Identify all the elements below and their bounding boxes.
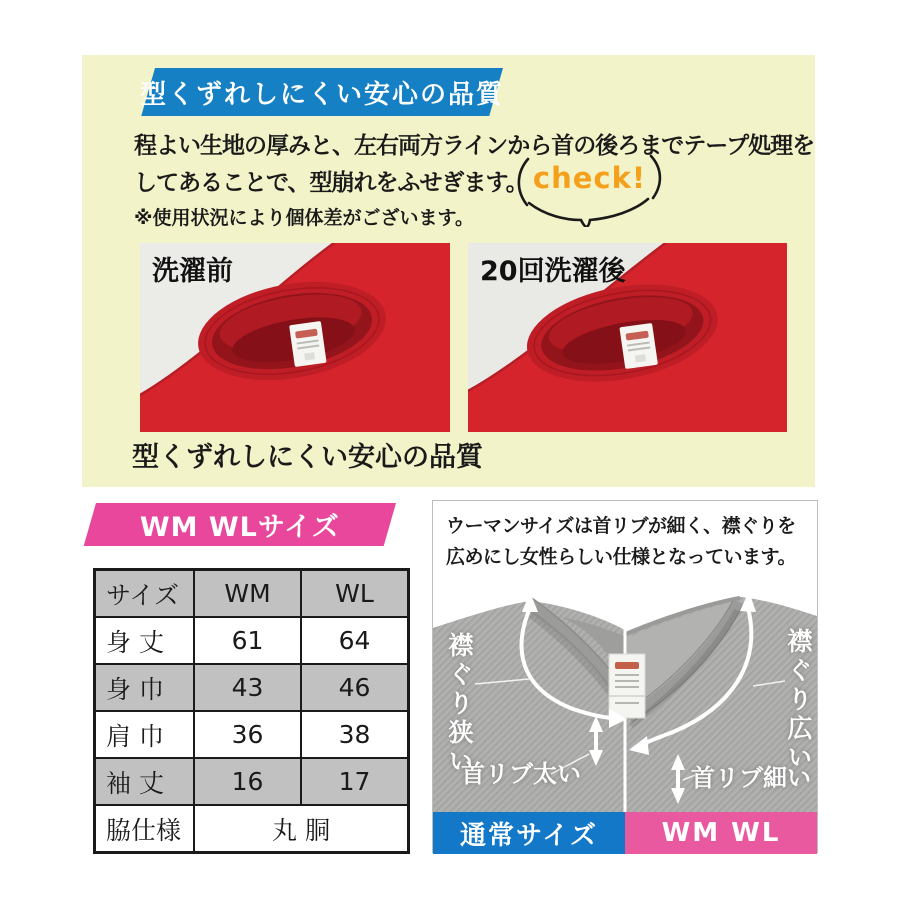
header-wl: WL — [301, 570, 409, 618]
normal-size-bar — [433, 812, 625, 854]
table-row-body-length — [95, 617, 409, 664]
thin-rib-label: 首リブ細い — [691, 764, 811, 792]
normal-size-bar-label: 通常サイズ — [460, 820, 598, 851]
woman-size-panel — [432, 500, 818, 853]
check-callout — [512, 153, 667, 227]
photo-after-label: 20回洗濯後 — [480, 256, 626, 287]
size-table-header-row — [95, 570, 409, 618]
quality-banner — [141, 68, 503, 116]
cell-wl: 17 — [301, 758, 409, 805]
table-row-sleeve-length — [95, 758, 409, 805]
row-label: 身 巾 — [95, 664, 195, 711]
table-row-side-spec — [95, 805, 409, 853]
row-label: 脇仕様 — [95, 805, 195, 853]
photo-before-wash — [140, 243, 450, 432]
table-row-body-width — [95, 664, 409, 711]
header-size: サイズ — [95, 570, 195, 618]
wide-neckline-label: 襟ぐり広い — [784, 628, 813, 773]
cell-wl: 38 — [301, 711, 409, 758]
photo-after-wash — [468, 243, 787, 432]
thick-rib-label: 首リブ太い — [461, 760, 581, 788]
cell-wl: 64 — [301, 617, 409, 664]
cell-wm: 16 — [194, 758, 301, 805]
neck-tag — [619, 323, 658, 369]
quality-panel — [82, 55, 815, 487]
check-label: check! — [532, 161, 647, 195]
row-label: 袖 丈 — [95, 758, 195, 805]
photo-before-label: 洗濯前 — [152, 256, 233, 287]
cell-wm: 61 — [194, 617, 301, 664]
row-label: 身 丈 — [95, 617, 195, 664]
quality-banner-label: 型くずれしにくい安心の品質 — [140, 79, 505, 110]
neck-tag — [609, 654, 645, 718]
narrow-neckline-label: 襟ぐり狭い — [445, 632, 474, 777]
cell-value: 丸 胴 — [194, 805, 409, 853]
comparison-bars — [433, 812, 817, 854]
quality-description-line2: してあることで、型崩れをふせぎます。 — [134, 170, 528, 196]
woman-description-line1: ウーマンサイズは首リブが細く、襟ぐりを — [446, 515, 796, 537]
size-banner — [84, 503, 396, 546]
wm-wl-bar-label: WM WL — [661, 818, 781, 848]
size-table — [93, 568, 410, 854]
quality-note: ※使用状況により個体差がございます。 — [134, 207, 474, 229]
wm-wl-bar — [625, 812, 817, 854]
cell-wm: 36 — [194, 711, 301, 758]
neckline-comparison-photo — [433, 584, 817, 812]
quality-description-line1: 程よい生地の厚みと、左右両方ラインから首の後ろまでテープ処理を — [134, 133, 815, 159]
woman-description-line2: 広めにし女性らしい仕様となっています。 — [446, 546, 796, 568]
row-label: 肩 巾 — [95, 711, 195, 758]
cell-wm: 43 — [194, 664, 301, 711]
table-row-shoulder-width — [95, 711, 409, 758]
header-wm: WM — [194, 570, 301, 618]
cell-wl: 46 — [301, 664, 409, 711]
size-banner-label: WM WLサイズ — [139, 512, 340, 543]
neck-tag — [289, 321, 327, 367]
quality-caption: 型くずれしにくい安心の品質 — [132, 442, 483, 473]
